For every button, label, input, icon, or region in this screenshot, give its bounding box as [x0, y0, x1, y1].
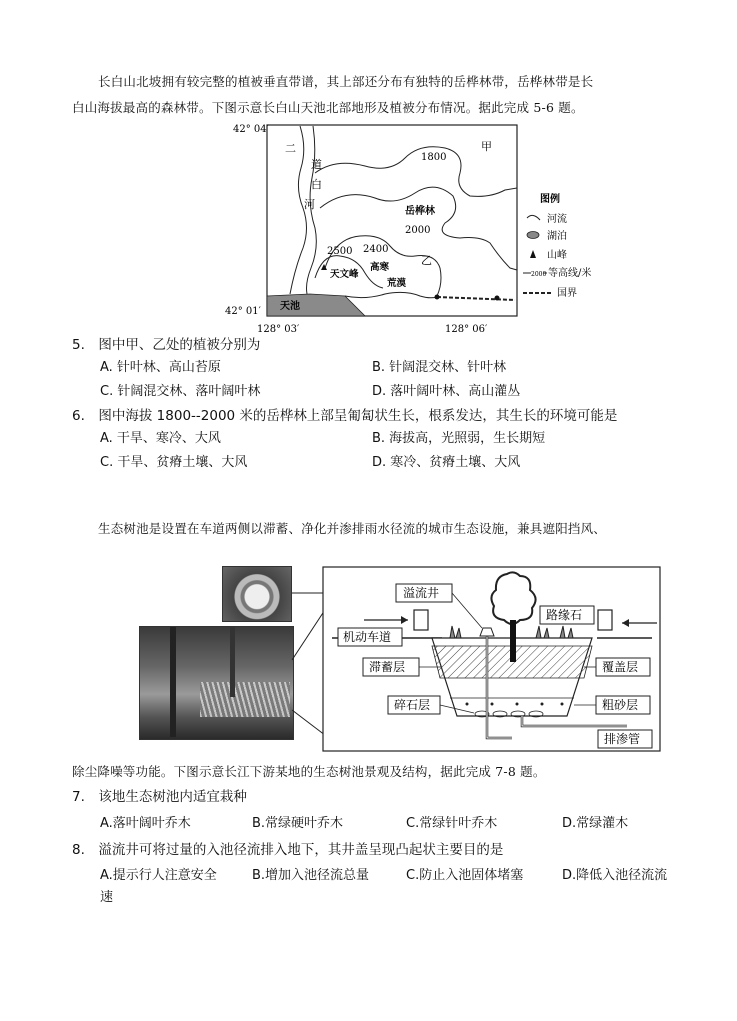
q7-option-b[interactable]: B.常绿硬叶乔木 — [252, 816, 344, 831]
label-curb: 路缘石 — [546, 608, 583, 622]
label-drain: 排渗管 — [604, 732, 641, 746]
label-alpine1: 高寒 — [370, 262, 390, 273]
intro1-line2: 白山海拔最高的森林带。下图示意长白山天池北部地形及植被分布情况。据此完成 5-6 题。 — [72, 100, 584, 115]
q8-option-d-continued: 速 — [100, 890, 114, 905]
label-he: 河 — [304, 198, 315, 211]
q8-option-c[interactable]: C.防止入池固体堵塞 — [406, 868, 524, 883]
q6-option-d[interactable]: D. 寒冷、贫瘠土壤、大风 — [372, 455, 521, 470]
label-motor-lane: 机动车道 — [343, 630, 392, 644]
river-legend-icon — [527, 215, 540, 220]
contour-1800: 1800 — [421, 152, 447, 163]
label-alpine2: 荒漠 — [387, 278, 407, 289]
legend-title: 图例 — [540, 194, 560, 205]
legend-peak: 山峰 — [547, 250, 567, 261]
q5-option-b[interactable]: B. 针阔混交林、针叶林 — [372, 360, 507, 375]
q5-stem: 5. 图中甲、乙处的植被分别为 — [72, 337, 261, 353]
lat-top-label: 42° 04′ — [233, 124, 269, 135]
q8-option-b[interactable]: B.增加入池径流总量 — [252, 868, 370, 883]
q6-option-c[interactable]: C. 干旱、贫瘠土壤、大风 — [100, 455, 248, 470]
changbai-map — [215, 118, 615, 340]
intro2-line2: 除尘降噪等功能。下图示意长江下游某地的生态树池景观及结构，据此完成 7-8 题。 — [72, 764, 546, 779]
q7-option-c[interactable]: C.常绿针叶乔木 — [406, 816, 498, 831]
legend-lake: 湖泊 — [547, 231, 567, 242]
legend-border: 国界 — [557, 288, 577, 299]
q7-option-a[interactable]: A.落叶阔叶乔木 — [100, 816, 191, 831]
label-gravel: 碎石层 — [394, 698, 431, 712]
lake-legend-icon — [527, 232, 539, 239]
contour-2400: 2400 — [363, 244, 389, 255]
legend-contour-num: 2000 — [531, 271, 547, 278]
label-cover: 覆盖层 — [602, 660, 639, 674]
legend-river: 河流 — [547, 214, 567, 225]
label-dao: 道 — [311, 158, 322, 171]
lon-left-label: 128° 03′ — [257, 324, 300, 335]
q5-option-d[interactable]: D. 落叶阔叶林、高山灌丛 — [372, 384, 521, 399]
label-sand: 粗砂层 — [602, 698, 639, 712]
label-er: 二 — [285, 142, 296, 155]
label-storage: 滞蓄层 — [369, 660, 406, 674]
contour-2000: 2000 — [405, 225, 431, 236]
legend-contour: 等高线/米 — [548, 268, 592, 279]
q8-option-a[interactable]: A.提示行人注意安全 — [100, 868, 217, 883]
label-peak: 天文峰 — [330, 269, 359, 280]
q5-option-a[interactable]: A. 针叶林、高山苔原 — [100, 360, 221, 375]
q8-stem: 8. 溢流井可将过量的入池径流排入地下，其井盖呈现凸起状主要目的是 — [72, 842, 504, 858]
contour-2500: 2500 — [327, 246, 353, 257]
lat-bottom-label: 42° 01′ — [225, 306, 261, 317]
label-birch-forest: 岳桦林 — [405, 206, 435, 217]
label-bai: 白 — [311, 178, 322, 191]
q6-option-a[interactable]: A. 干旱、寒冷、大风 — [100, 431, 221, 446]
label-yi: 乙 — [421, 254, 432, 267]
q7-option-d[interactable]: D.常绿灌木 — [562, 816, 629, 831]
curb-right — [598, 610, 612, 630]
label-jia: 甲 — [481, 140, 492, 153]
q6-option-b[interactable]: B. 海拔高，光照弱，生长期短 — [372, 431, 546, 446]
lon-right-label: 128° 06′ — [445, 324, 488, 335]
tree-icon — [491, 572, 535, 624]
label-lake: 天池 — [280, 301, 300, 312]
tree-pit-diagram — [322, 566, 661, 752]
curb-left — [414, 610, 428, 630]
tree-pit-photo — [139, 626, 294, 740]
q6-stem: 6. 图中海拔 1800--2000 米的岳桦林上部呈匍匐状生长，根系发达，其生长的环境可能是 — [72, 408, 618, 424]
label-overflow-well: 溢流井 — [403, 586, 440, 600]
well-cover-icon — [480, 628, 494, 636]
q5-option-c[interactable]: C. 针阔混交林、落叶阔叶林 — [100, 384, 261, 399]
peak-legend-icon — [530, 250, 536, 258]
intro1-line1: 长白山北坡拥有较完整的植被垂直带谱，其上部还分布有独特的岳桦林带，岳桦林带是长 — [98, 74, 594, 89]
q8-option-d[interactable]: D.降低入池径流流 — [562, 868, 668, 883]
intro2-line1: 生态树池是设置在车道两侧以滞蓄、净化并渗排雨水径流的城市生态设施，兼具遮阳挡风、 — [98, 521, 607, 536]
q7-stem: 7. 该地生态树池内适宜栽种 — [72, 789, 247, 805]
